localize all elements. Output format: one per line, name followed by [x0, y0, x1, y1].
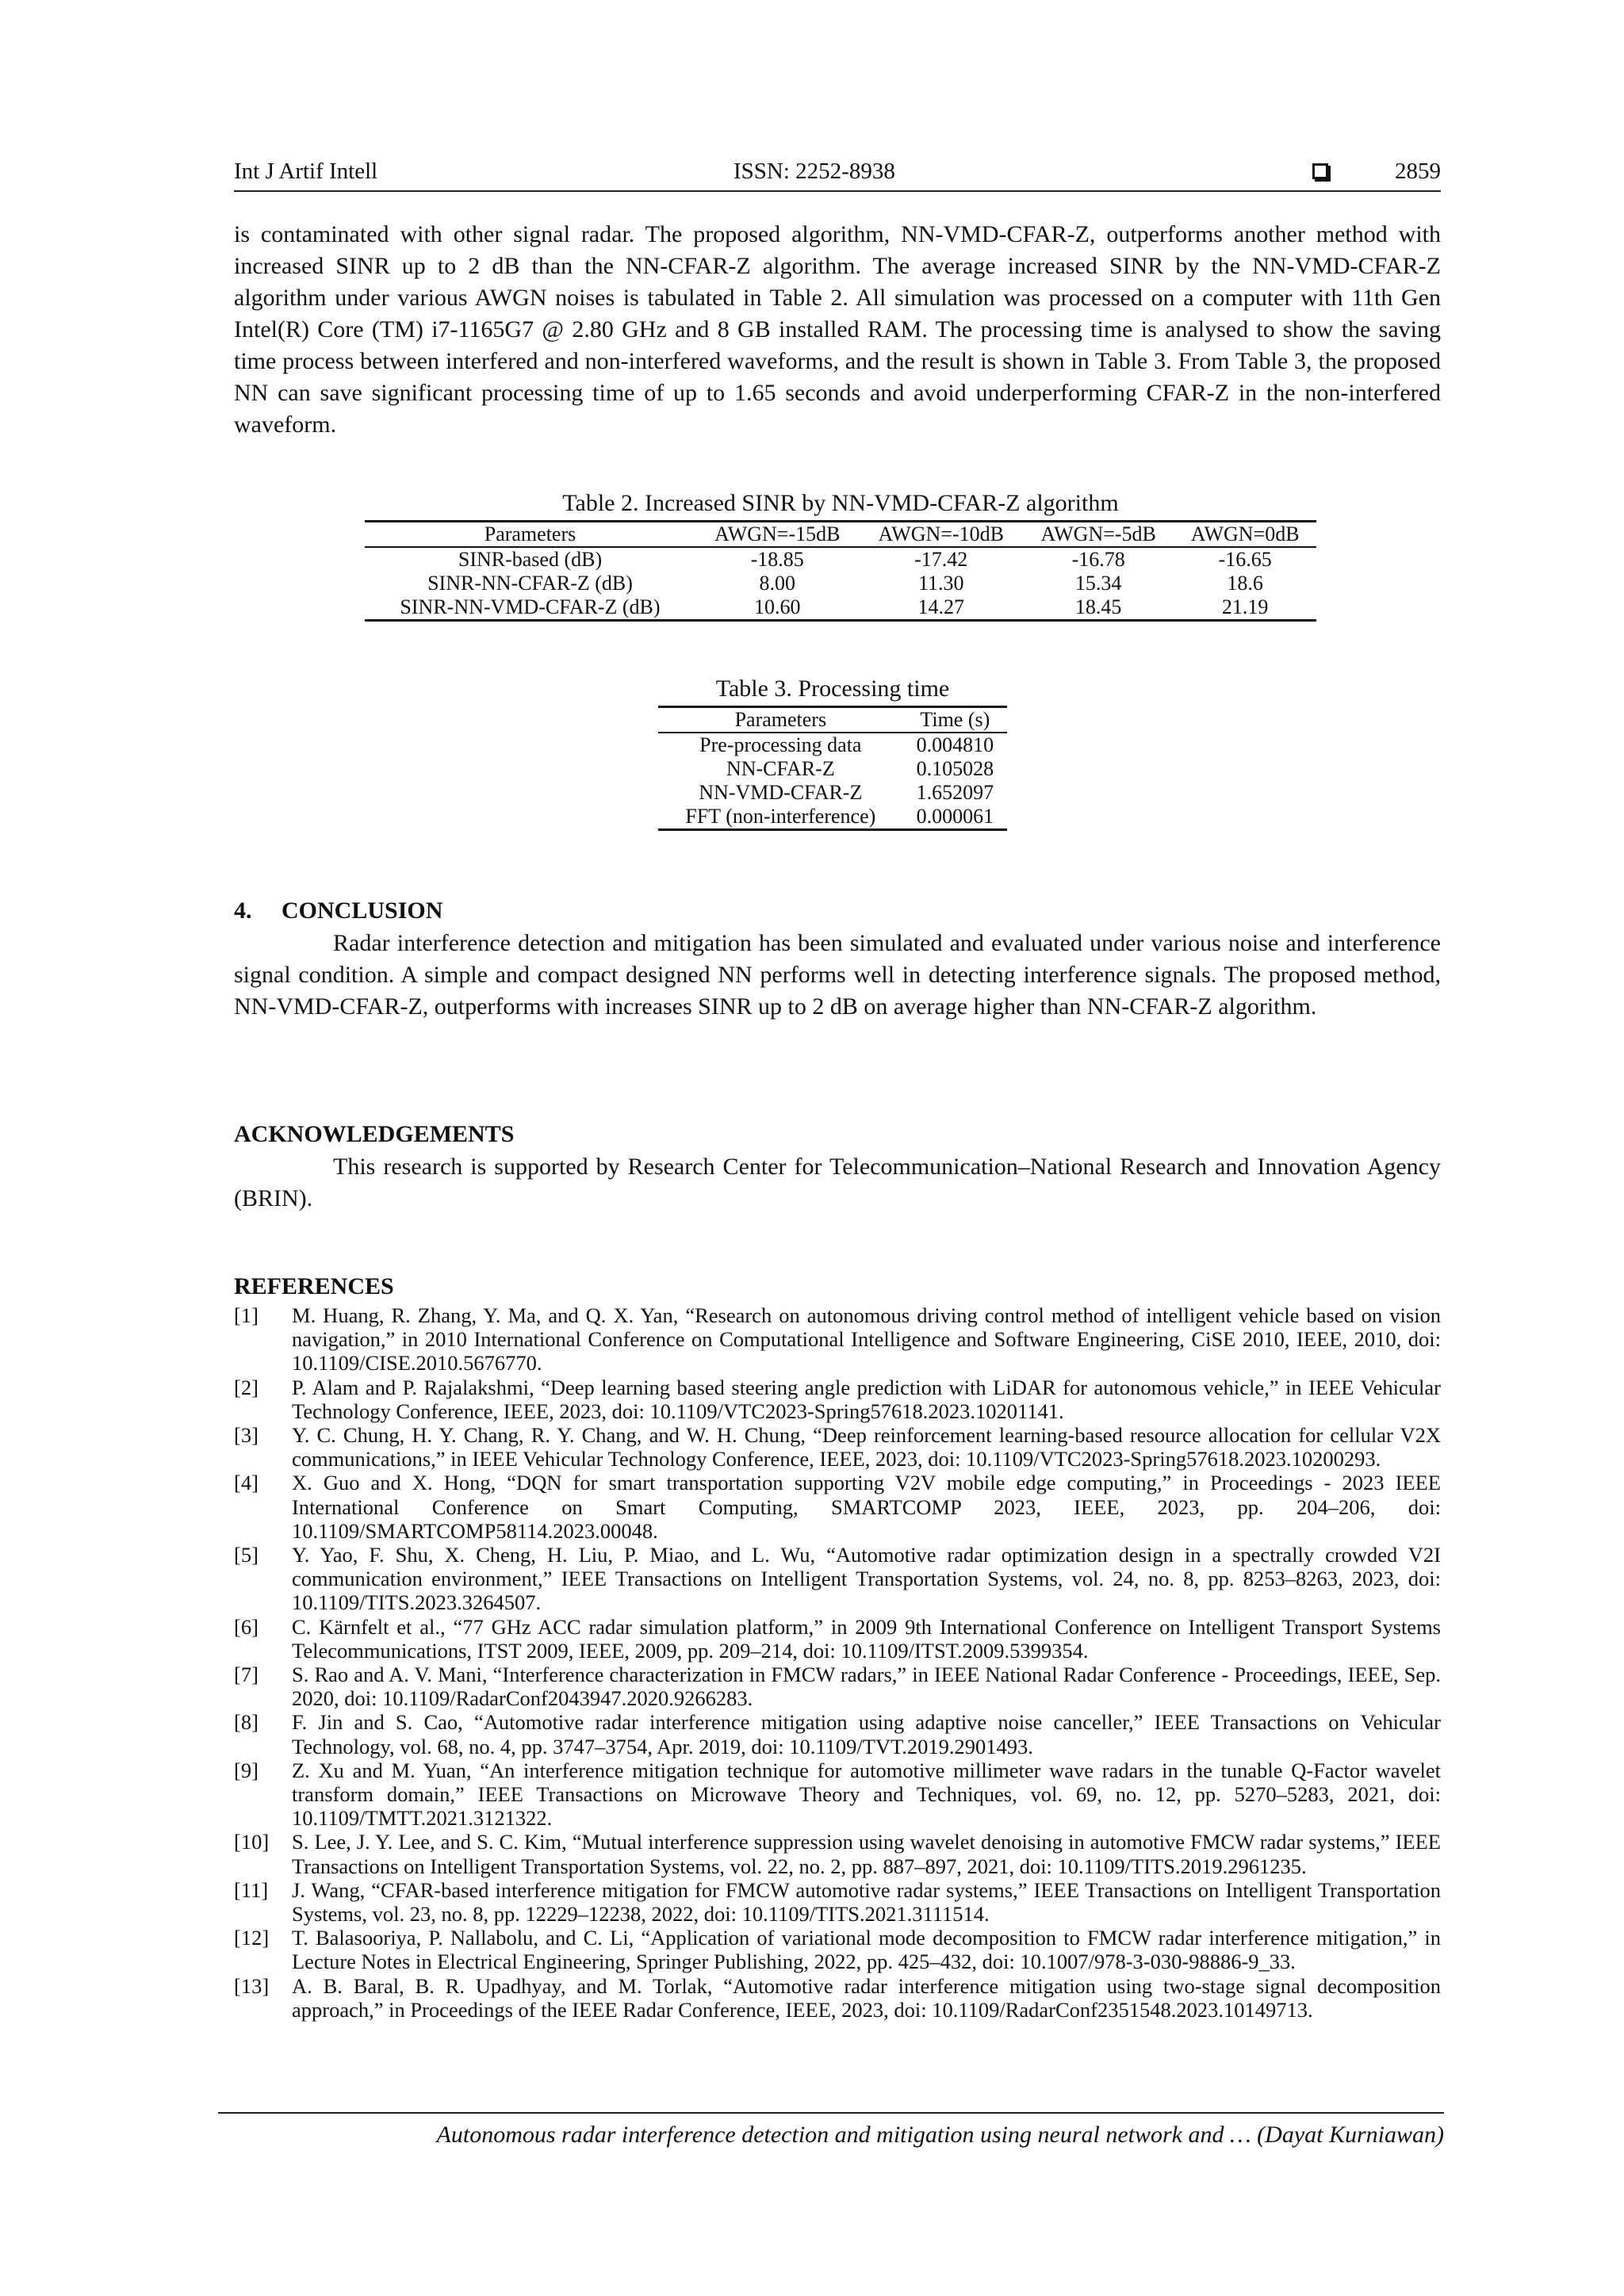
reference-number: [6] — [234, 1614, 259, 1639]
table-cell: 11.30 — [917, 572, 964, 595]
reference-number: [7] — [234, 1663, 259, 1687]
reference-item — [234, 1615, 1441, 1663]
table-cell: NN-CFAR-Z — [726, 757, 835, 780]
reference-text: Y. Yao, F. Shu, X. Cheng, H. Liu, P. Miao, and L. Wu, “Automotive radar optimization design in a spectrally crowded V2I communication environment,” IEEE Transactions on Intelligent Transportation Systems, vol. 24, no. 8, pp. 8253–8263, 2023, doi: 10.1109/TITS.2023.3264507. — [292, 1543, 1441, 1615]
table-row — [365, 547, 1316, 572]
reference-text: M. Huang, R. Zhang, Y. Ma, and Q. X. Yan, “Research on autonomous driving control method of intelligent vehicle based on vision navigation,” in 2010 International Conference on Computational Intelligence and Software Engineering, CiSE 2010, IEEE, 2010, doi: 10.1109/CISE.2010.5676770. — [292, 1303, 1441, 1376]
table-cell: SINR-based (dB) — [458, 548, 603, 571]
table-cell: 0.004810 — [916, 733, 994, 756]
table-row — [658, 805, 1007, 830]
reference-number: [3] — [234, 1423, 259, 1448]
reference-text: P. Alam and P. Rajalakshmi, “Deep learning based steering angle prediction with LiDAR for autonomous vehicle,” in IEEE Vehicular Technology Conference, IEEE, 2023, doi: 10.1109/VTC2023-Spring57618.2023.10201141. — [292, 1375, 1441, 1423]
table-cell: 15.34 — [1074, 572, 1122, 595]
reference-item — [234, 1663, 1441, 1710]
body-paragraph: is contaminated with other signal radar. The proposed algorithm, NN-VMD-CFAR-Z, outperforms another method with increased SINR up to 2 dB than the NN-CFAR-Z algorithm. The average increased SINR by the NN-VMD-CFAR-Z algorithm under various AWGN noises is tabulated in Table 2. All simulation was processed on a computer with 11th Gen Intel(R) Core (TM) i7-1165G7 @ 2.80 GHz and 8 GB installed RAM. The processing time is analysed to show the saving time process between interfered and non-interfered waveforms, and the result is shown in Table 3. From Table 3, the proposed NN can save significant processing time of up to 1.65 seconds and avoid underperforming CFAR-Z in the non-interfered waveform. — [234, 221, 1441, 438]
table-cell: 1.652097 — [916, 781, 994, 804]
page-header — [234, 155, 1441, 192]
page-number: 2859 — [1395, 159, 1441, 184]
reference-number: [2] — [234, 1375, 259, 1399]
reference-item — [234, 1303, 1441, 1376]
reference-number: [11] — [234, 1877, 269, 1902]
reference-text: C. Kärnfelt et al., “77 GHz ACC radar simulation platform,” in 2009 9th International Conference on Intelligent Transport Systems Telecommunications, ITST 2009, IEEE, 2009, pp. 209–214, doi: 10.1109/ITST.2009.5399354. — [292, 1614, 1441, 1663]
table2-caption: Table 2. Increased SINR by NN-VMD-CFAR-Z algorithm — [562, 490, 1119, 516]
table-cell: 0.000061 — [903, 805, 1007, 830]
reference-item — [234, 1543, 1441, 1615]
reference-item — [234, 1830, 1441, 1877]
reference-list — [234, 1303, 1441, 2022]
table-cell: -18.85 — [750, 548, 804, 571]
reference-text: A. B. Baral, B. R. Upadhyay, and M. Torlak, “Automotive radar interference mitigation using two-stage signal decomposition approach,” in Proceedings of the IEEE Radar Conference, IEEE, 2023, doi: 10.1109/RadarConf2351548.2023.10149713. — [292, 1973, 1441, 2022]
table-row — [658, 733, 1007, 757]
table-cell: 18.6 — [1227, 572, 1263, 595]
reference-number: [12] — [234, 1926, 270, 1950]
table-header-cell: AWGN=-10dB — [859, 522, 1023, 548]
table-cell: -17.42 — [914, 548, 968, 571]
table-cell: 10.60 — [695, 595, 860, 621]
journal-name: Int J Artif Intell — [234, 159, 378, 184]
table-header-cell: Time (s) — [903, 707, 1007, 733]
reference-text: S. Rao and A. V. Mani, “Interference characterization in FMCW radars,” in IEEE National Radar Conference - Proceedings, IEEE, Sep. 2020, doi: 10.1109/RadarConf2043947.2020.9266283. — [292, 1663, 1441, 1711]
table-header-row — [365, 522, 1316, 548]
reference-text: Y. C. Chung, H. Y. Chang, R. Y. Chang, and W. H. Chung, “Deep reinforcement learning-based resource allocation for cellular V2X communications,” in IEEE Vehicular Technology Conference, IEEE, 2023, doi: 10.1109/VTC2023-Spring57618.2023.10200293. — [292, 1423, 1441, 1471]
table-cell: -16.78 — [1071, 548, 1125, 571]
reference-text: J. Wang, “CFAR-based interference mitigation for FMCW automotive radar systems,” IEEE Transactions on Intelligent Transportation Systems, vol. 23, no. 8, pp. 12229–12238, 2022, doi: 10.1109/TITS.2021.3111514. — [292, 1877, 1441, 1927]
reference-text: X. Guo and X. Hong, “DQN for smart transportation supporting V2V mobile edge computing,” in Proceedings - 2023 IEEE International Conference on Smart Computing, SMARTCOMP 2023, IEEE, 2023, pp. 204–206, doi: 10.1109/SMARTCOMP58114.2023.00048. — [292, 1471, 1441, 1543]
reference-text: Z. Xu and M. Yuan, “An interference mitigation technique for automotive millimeter wave radars in the tunable Q-Factor wavelet transform domain,” IEEE Transactions on Microwave Theory and Techniques, vol. 69, no. 12, pp. 5270–5283, 2021, doi: 10.1109/TMTT.2021.3121322. — [292, 1758, 1441, 1831]
reference-item — [234, 1471, 1441, 1543]
reference-number: [9] — [234, 1758, 259, 1782]
reference-number: [5] — [234, 1543, 259, 1567]
table-cell: NN-VMD-CFAR-Z — [699, 781, 863, 804]
issn: ISSN: 2252-8938 — [733, 159, 895, 184]
table-cell: SINR-NN-VMD-CFAR-Z (dB) — [365, 595, 695, 621]
table-cell: 0.105028 — [916, 757, 994, 780]
table-header-row — [658, 707, 1007, 733]
reference-item — [234, 1423, 1441, 1471]
table-row — [365, 572, 1316, 595]
table-header-cell: Parameters — [365, 522, 695, 548]
table-row — [658, 757, 1007, 781]
reference-item — [234, 1376, 1441, 1423]
page-footer: Autonomous radar interference detection and mitigation using neural network and … (Dayat Kurniawan) — [218, 2112, 1444, 2149]
reference-item — [234, 1926, 1441, 1973]
table-cell: -16.65 — [1218, 548, 1272, 571]
reference-text: S. Lee, J. Y. Lee, and S. C. Kim, “Mutual interference suppression using wavelet denoising in automotive FMCW radar systems,” IEEE Transactions on Intelligent Transportation Systems, vol. 22, no. 2, pp. 887–897, 2021, doi: 10.1109/TITS.2019.2961235. — [292, 1830, 1441, 1878]
table-cell: SINR-NN-CFAR-Z (dB) — [427, 572, 633, 595]
table-cell: 14.27 — [859, 595, 1023, 621]
reference-number: [13] — [234, 1973, 270, 1998]
reference-item — [234, 1878, 1441, 1926]
table2 — [365, 520, 1316, 622]
conclusion-heading: 4. CONCLUSION — [234, 897, 443, 924]
table3 — [658, 706, 1007, 831]
reference-text: T. Balasooriya, P. Nallabolu, and C. Li, “Application of variational mode decomposition to FMCW radar interference mitigation,” in Lecture Notes in Electrical Engineering, Springer Publishing, 2022, pp. 425–432, doi: 10.1007/978-3-030-98886-9_33. — [292, 1926, 1441, 1974]
reference-text: F. Jin and S. Cao, “Automotive radar interference mitigation using adaptive noise canceller,” IEEE Transactions on Vehicular Technology, vol. 68, no. 4, pp. 3747–3754, Apr. 2019, doi: 10.1109/TVT.2019.2901493. — [292, 1710, 1441, 1758]
reference-item — [234, 1974, 1441, 2022]
square-icon — [1312, 163, 1328, 179]
conclusion-text: Radar interference detection and mitigation has been simulated and evaluated under various noise and interference signal condition. A simple and compact designed NN performs well in detecting interference signals. The proposed method, NN-VMD-CFAR-Z, outperforms with increases SINR up to 2 dB on average higher than NN-CFAR-Z algorithm. — [234, 930, 1441, 1020]
table-header-cell: AWGN=0dB — [1174, 522, 1316, 548]
table-cell: 18.45 — [1023, 595, 1174, 621]
reference-number: [1] — [234, 1303, 259, 1327]
reference-number: [8] — [234, 1710, 259, 1735]
reference-number: [4] — [234, 1471, 259, 1495]
table-header-cell: AWGN=-5dB — [1023, 522, 1174, 548]
table-cell: 8.00 — [759, 572, 795, 595]
acknowledgements-heading: ACKNOWLEDGEMENTS — [234, 1121, 515, 1147]
table-cell: Pre-processing data — [699, 733, 862, 756]
reference-item — [234, 1710, 1441, 1758]
table-cell: FFT (non-interference) — [658, 805, 903, 830]
references-heading: REFERENCES — [234, 1273, 394, 1299]
table-header-cell: Parameters — [658, 707, 903, 733]
acknowledgements-text: This research is supported by Research Center for Telecommunication–National Research and Innovation Agency (BRIN). — [234, 1154, 1441, 1211]
table3-caption: Table 3. Processing time — [715, 675, 950, 702]
reference-item — [234, 1758, 1441, 1831]
table-cell: 21.19 — [1174, 595, 1316, 621]
reference-number: [10] — [234, 1830, 270, 1854]
table-row — [365, 595, 1316, 621]
table-row — [658, 781, 1007, 805]
table-header-cell: AWGN=-15dB — [695, 522, 860, 548]
